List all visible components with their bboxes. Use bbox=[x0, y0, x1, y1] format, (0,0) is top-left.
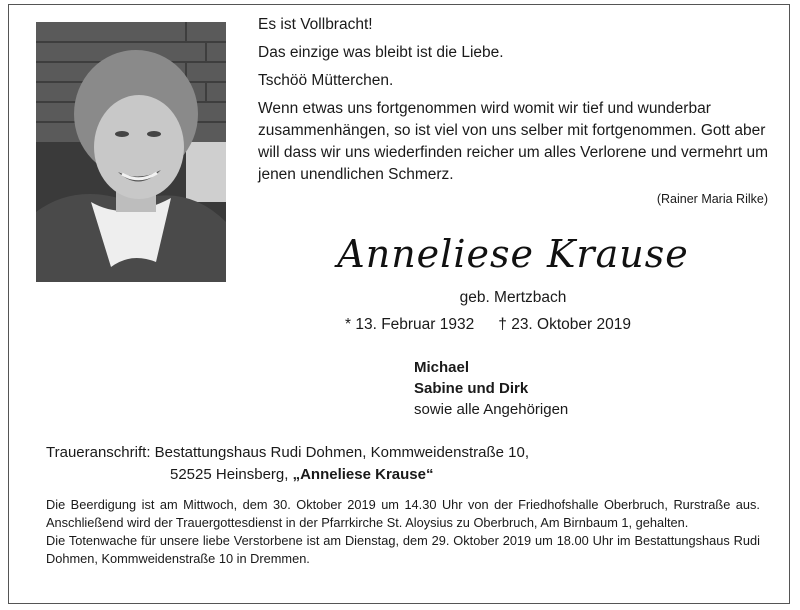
address-reference: „Anneliese Krause“ bbox=[292, 466, 434, 483]
address-line-2 bbox=[46, 464, 529, 486]
mourners-list bbox=[414, 357, 568, 420]
poem-block bbox=[258, 14, 768, 216]
born-name: geb. Mertzbach bbox=[459, 289, 567, 306]
address-postcode-city: 52525 Heinsberg, bbox=[170, 466, 293, 483]
wake-note: Die Totenwache für unsere liebe Verstorbene ist am Dienstag, dem 29. Oktober 2019 um 18.00 Uhr im Bestattungshaus Rudi Dohmen, Kommweidenstraße 10 in Dremmen. bbox=[46, 533, 760, 566]
birth-date: * 13. Februar 1932 bbox=[345, 316, 475, 333]
service-notes bbox=[46, 496, 760, 568]
mourner-name: Michael bbox=[414, 359, 470, 376]
address-line-1: Traueranschrift: Bestattungshaus Rudi Dohmen, Kommweidenstraße 10, bbox=[46, 444, 530, 461]
deceased-name: Anneliese Krause bbox=[337, 232, 689, 276]
death-date: † 23. Oktober 2019 bbox=[498, 316, 631, 333]
rilke-quote: Wenn etwas uns fortgenommen wird womit wir tief und wunderbar zusammenhängen, so ist viel von uns selber mit fortgenommen. Gott aber will dass wir uns wiederfinden reicher um alles Verlorene und vermehrt um jenen unendlichen Schmerz. bbox=[258, 100, 769, 183]
quote-attribution: (Rainer Maria Rilke) bbox=[656, 192, 768, 206]
mourner-name: Sabine und Dirk bbox=[414, 380, 529, 397]
poem-line: Es ist Vollbracht! bbox=[258, 16, 373, 33]
poem-line: Tschöö Mütterchen. bbox=[258, 72, 394, 89]
mourner-others: sowie alle Angehörigen bbox=[414, 401, 569, 418]
mourning-address bbox=[46, 442, 529, 486]
funeral-note: Die Beerdigung ist am Mittwoch, dem 30. Oktober 2019 um 14.30 Uhr von der Friedhofshalle Oberbruch, Rurstraße aus. Anschließend wird der Trauergottesdienst in der Pfarrkirche St. Aloysius zu Oberbruch, Am Birnbaum 1, gehalten. bbox=[46, 497, 760, 530]
life-dates bbox=[345, 316, 631, 334]
portrait-photo bbox=[36, 22, 226, 282]
poem-line: Das einzige was bleibt ist die Liebe. bbox=[258, 44, 504, 61]
